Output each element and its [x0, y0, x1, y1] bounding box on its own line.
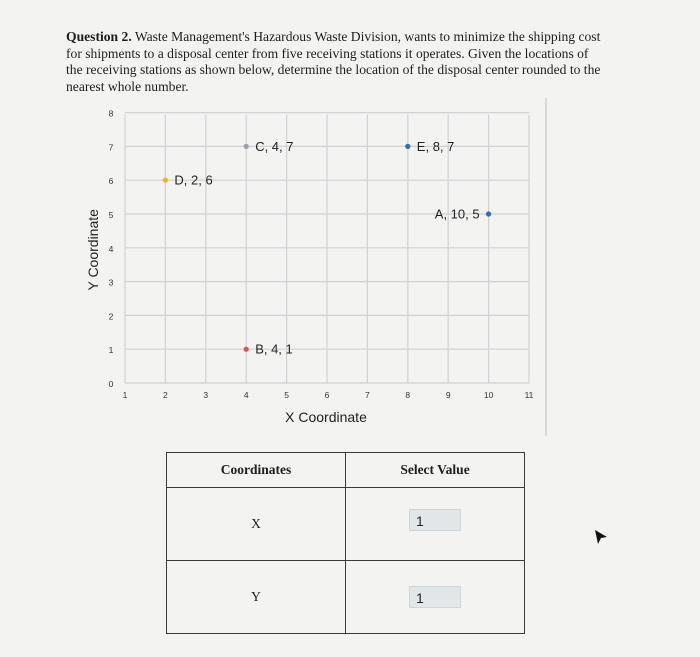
y-tick-label: 5: [108, 210, 114, 220]
data-label-d: D, 2, 6: [174, 172, 213, 188]
data-point-c: [244, 144, 249, 149]
x-tick-label: 8: [405, 390, 411, 400]
y-tick-label: 7: [108, 142, 114, 153]
chart-svg: [75, 98, 545, 436]
y-tick-label: 0: [108, 379, 114, 389]
table-row-y: [167, 561, 525, 634]
row-y-label: Y: [167, 561, 346, 634]
question-label: Question 2.: [66, 29, 132, 44]
x-tick-label: 5: [284, 390, 289, 400]
data-point-d: [163, 178, 168, 183]
data-point-b: [244, 347, 249, 352]
x-tick-label: 9: [445, 390, 451, 400]
table-row-x: [167, 488, 525, 561]
scatter-chart: [75, 98, 547, 436]
data-point-e: [405, 144, 410, 149]
x-axis-label: X Coordinate: [285, 409, 367, 425]
x-tick-label: 11: [524, 390, 534, 400]
x-tick-label: 10: [483, 390, 494, 400]
row-x-cell: [346, 488, 525, 561]
y-value-select[interactable]: 1: [409, 586, 461, 608]
question-text: [66, 29, 606, 95]
question-body: Waste Management's Hazardous Waste Division, wants to minimize the shipping cost for shipments to a disposal center from five receiving stations it operates. Given the locations of the receiving stations as shown below, determine the location of the disposal center rounded to the nearest whole number.: [66, 29, 601, 94]
x-tick-label: 6: [324, 390, 330, 400]
y-tick-label: 4: [108, 243, 114, 254]
y-tick-label: 2: [108, 311, 114, 322]
y-tick-label: 1: [108, 345, 114, 356]
y-tick-label: 3: [108, 277, 114, 288]
y-tick-label: 6: [108, 176, 114, 187]
x-tick-label: 2: [163, 390, 168, 400]
data-label-a: A, 10, 5: [434, 206, 480, 222]
y-axis-label: Y Coordinate: [85, 209, 101, 291]
x-tick-label: 1: [122, 390, 128, 400]
x-tick-label: 7: [365, 390, 370, 400]
table-header-row: [167, 453, 525, 488]
header-select-value: Select Value: [346, 453, 525, 488]
x-tick-label: 3: [203, 390, 209, 400]
row-y-cell: [346, 561, 525, 634]
mouse-pointer-icon: [594, 529, 608, 545]
coordinates-table: [166, 452, 525, 634]
data-label-c: C, 4, 7: [255, 138, 294, 154]
data-point-a: [486, 211, 491, 216]
x-value-select[interactable]: 1: [409, 509, 461, 531]
data-label-b: B, 4, 1: [255, 341, 293, 357]
data-label-e: E, 8, 7: [416, 138, 455, 154]
row-x-label: X: [167, 488, 346, 561]
y-tick-label: 8: [108, 108, 114, 119]
header-coordinates: Coordinates: [167, 453, 346, 488]
x-tick-label: 4: [243, 390, 249, 400]
